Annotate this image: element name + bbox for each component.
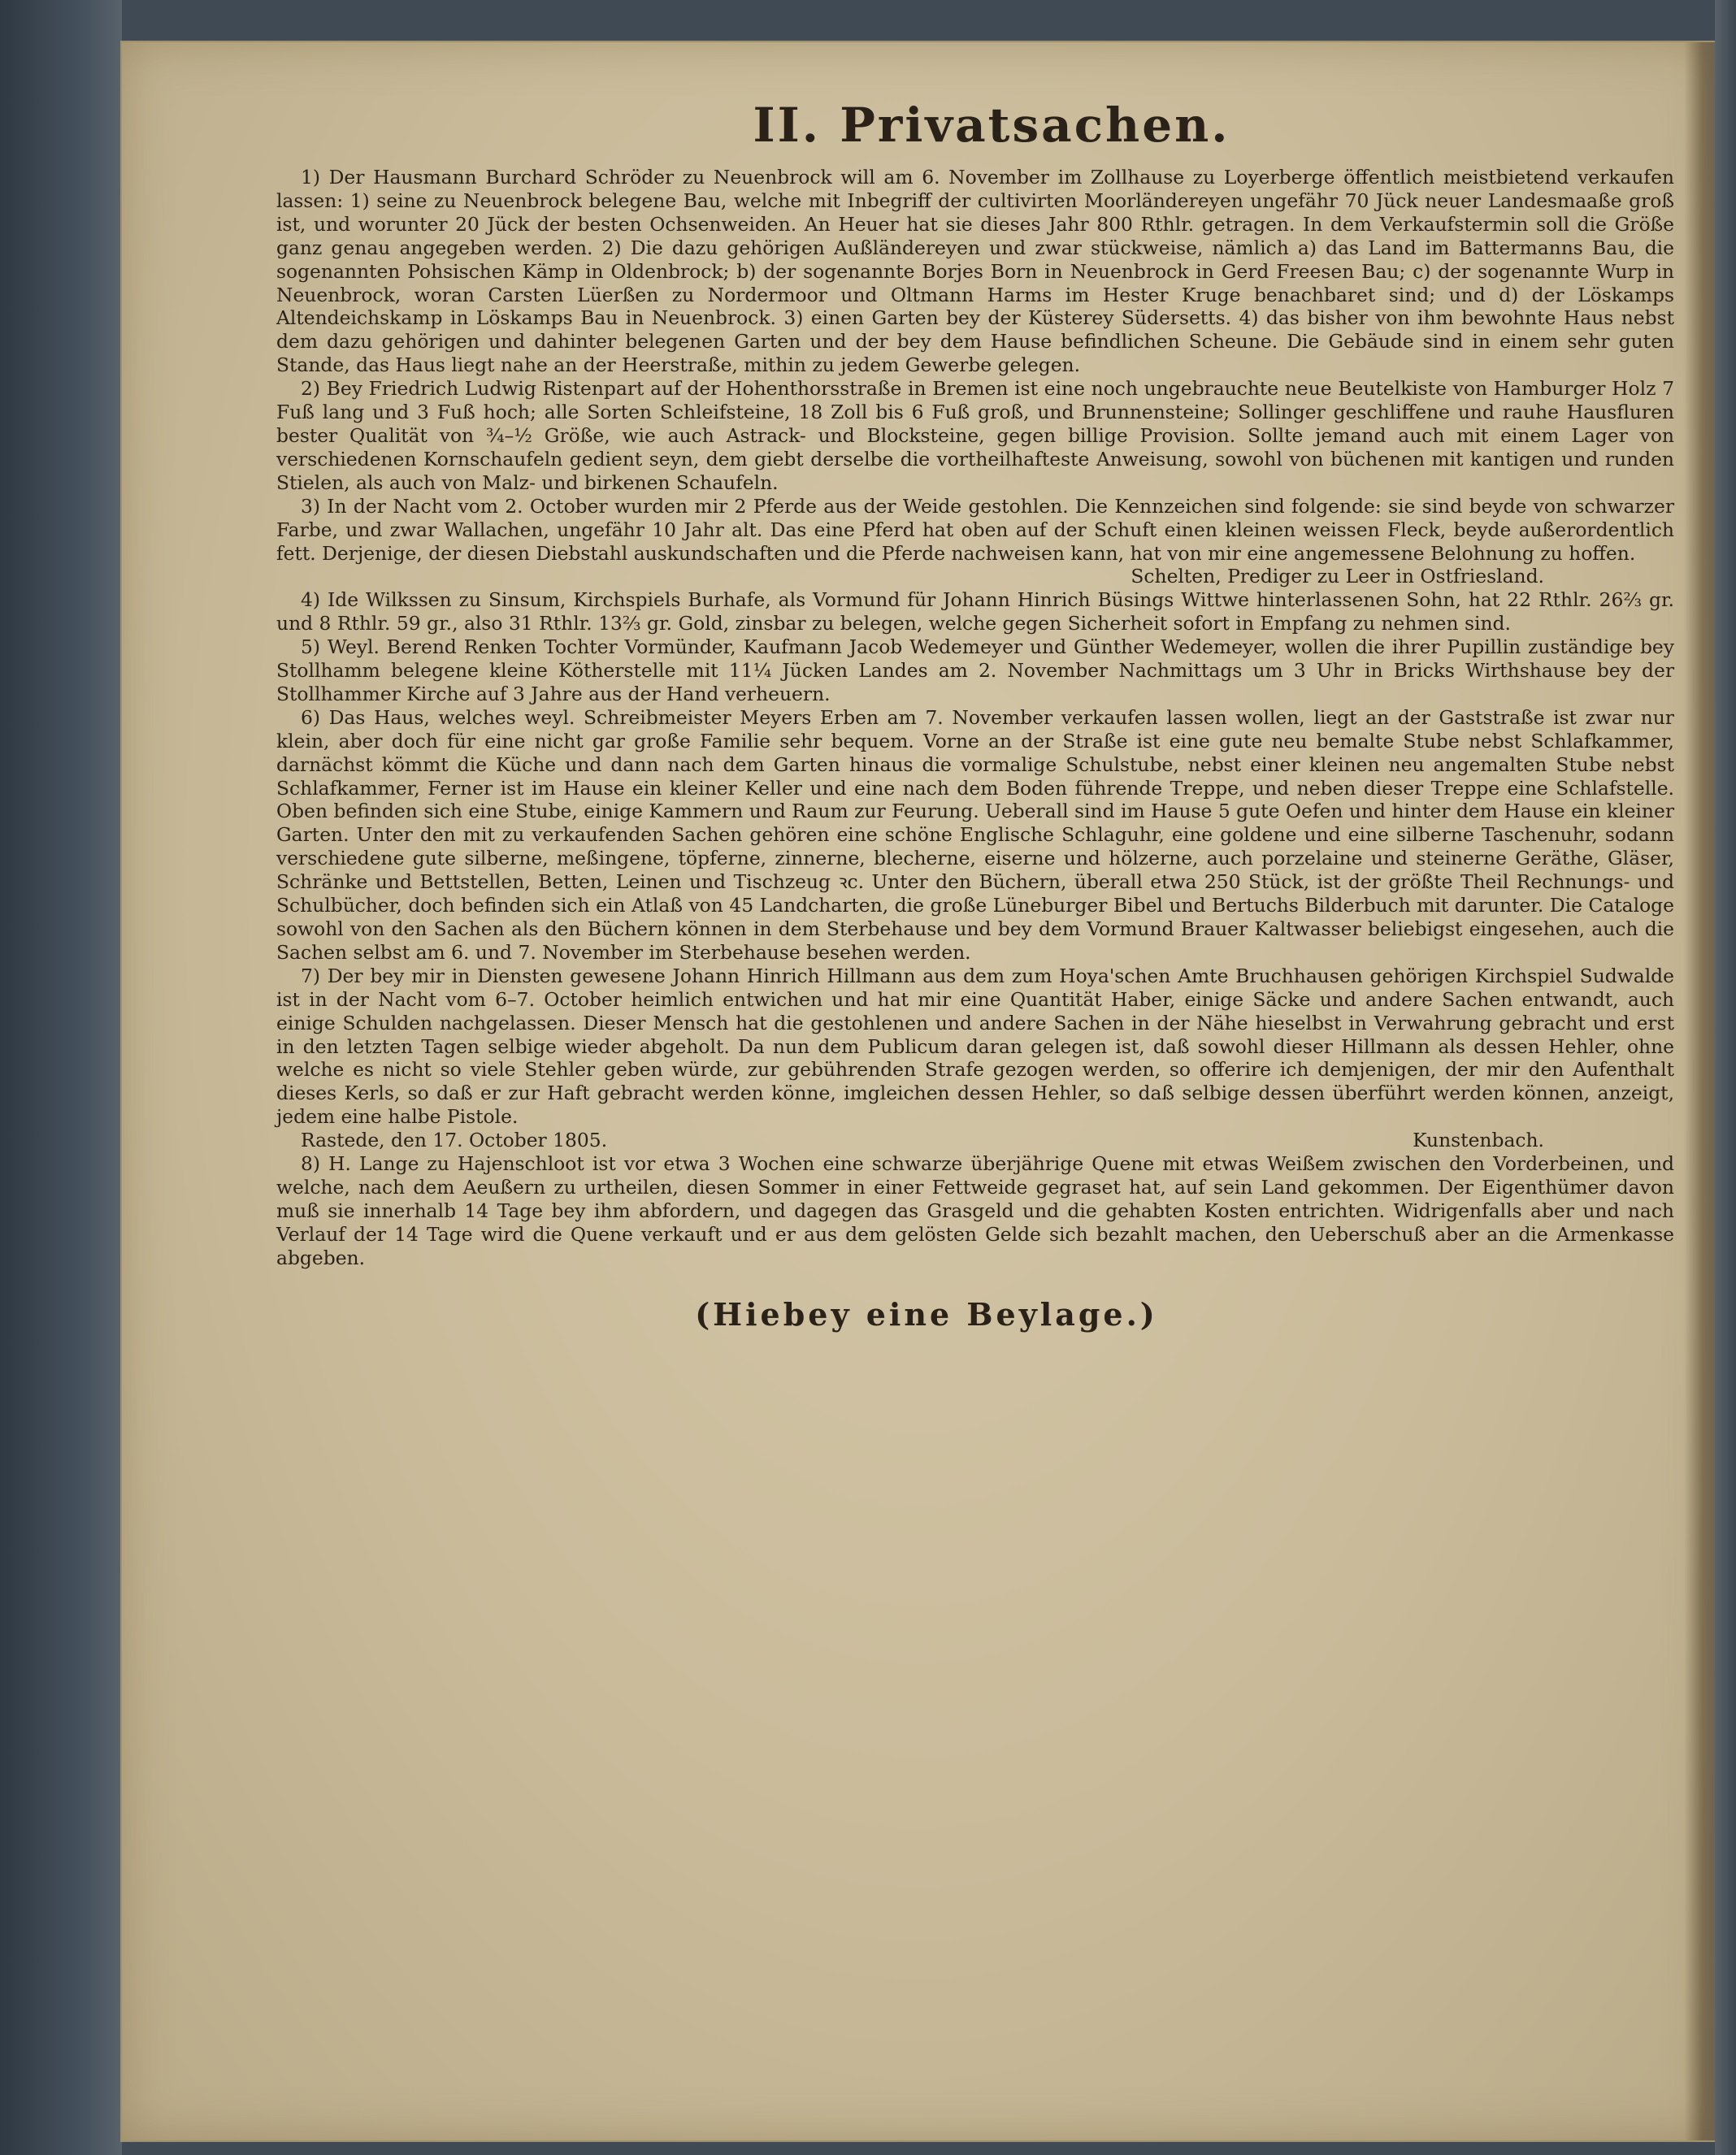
notice-2: 2) Bey Friedrich Ludwig Ristenpart auf der Hohenthorsstraße in Bremen ist eine noch ungebrauchte neue Beutelkiste von Hamburger Holz 7 Fuß lang und 3 Fuß hoch; alle Sorten Schleifsteine, 18 Zoll bis 6 Fuß groß, und Brunnensteine; Sollinger geschliffene und rauhe Hausfluren bester Qualität von ¾–½ Größe, wie auch Astrack- und Blocksteine, gegen billige Provision. Sollte jemand auch mit einem Lager von verschiedenen Kornschaufeln gedient seyn, dem giebt derselbe die vortheilhafteste Anweisung, sowohl von büchenen mit kantigen und runden Stielen, als auch von Malz- und birkenen Schaufeln. xyxy=(276,377,1674,494)
scanner-background-right xyxy=(1715,0,1736,2155)
notice-7: 7) Der bey mir in Diensten gewesene Johann Hinrich Hillmann aus dem zum Hoya'schen Amte Bruchhausen gehörigen Kirchspiel Sudwalde ist in der Nacht vom 6–7. October heimlich entwichen und hat mir eine Quantität Haber, einige Säcke und andere Sachen entwandt, auch einige Schulden nachgelassen. Dieser Mensch hat die gestohlenen und andere Sachen in der Nähe hieselbst in Verwahrung gebracht und erst in den letzten Tagen selbige wieder abgeholt. Da nun dem Publicum daran gelegen ist, daß sowohl dieser Hillmann als dessen Hehler, ohne welche es nicht so viele Stehler geben würde, zur gebührenden Strafe gezogen werden, so offerire ich demjenigen, der mir den Aufenthalt dieses Kerls, so daß er zur Haft gebracht werden könne, imgleichen dessen Hehler, so daß selbige dessen überführt werden können, anzeigt, jedem eine halbe Pistole. xyxy=(276,964,1674,1129)
notice-7-signer: Kunstenbach. xyxy=(1413,1129,1544,1152)
notice-3: 3) In der Nacht vom 2. October wurden mir 2 Pferde aus der Weide gestohlen. Die Kennzeichen sind folgende: sie sind beyde von schwarzer Farbe, und zwar Wallachen, ungefähr 10 Jahr alt. Das eine Pferd hat oben auf der Schuft einen kleinen weissen Fleck, beyde außerordentlich fett. Derjenige, der diesen Diebstahl auskundschaften und die Pferde nachweisen kann, hat von mir eine angemessene Belohnung zu hoffen. xyxy=(276,494,1674,565)
notice-7-signature xyxy=(276,1129,1674,1152)
page-gutter-shadow xyxy=(1684,42,1715,2140)
page-text xyxy=(276,98,1674,1333)
notice-1: 1) Der Hausmann Burchard Schröder zu Neuenbrock will am 6. November im Zollhause zu Loyerberge öffentlich meistbietend verkaufen lassen: 1) seine zu Neuenbrock belegene Bau, welche mit Inbegriff der cultivirten Moorländereyen ungefähr 70 Jück neuer Landesmaaße groß ist, und worunter 20 Jück der besten Ochsenweiden. An Heuer hat sie dieses Jahr 800 Rthlr. getragen. In dem Verkaufstermin soll die Größe ganz genau angegeben werden. 2) Die dazu gehörigen Außländereyen und zwar stückweise, nämlich a) das Land im Battermanns Bau, die sogenannten Pohsischen Kämp in Oldenbrock; b) der sogenannte Borjes Born in Neuenbrock in Gerd Freesen Bau; c) der sogenannte Wurp in Neuenbrock, woran Carsten Lüerßen zu Nordermoor und Oltmann Harms im Hester Kruge benachbaret sind; und d) der Löskamps Altendeichskamp in Löskamps Bau in Neuenbrock. 3) einen Garten bey der Küsterey Südersetts. 4) das bisher von ihm bewohnte Haus nebst dem dazu gehörigen und dahinter belegenen Garten und der bey dem Hause befindlichen Scheune. Die Gebäude sind in einem sehr guten Stande, das Haus liegt nahe an der Heerstraße, mithin zu jedem Gewerbe gelegen. xyxy=(276,166,1674,377)
notice-3-signature: Schelten, Prediger zu Leer in Ostfriesland. xyxy=(1131,565,1544,588)
notice-8: 8) H. Lange zu Hajenschloot ist vor etwa 3 Wochen eine schwarze überjährige Quene mit etwas Weißem zwischen den Vorderbeinen, und welche, nach dem Aeußern zu urtheilen, diesen Sommer in einer Fettweide gegraset hat, auf sein Land gekommen. Der Eigenthümer davon muß sie innerhalb 14 Tage bey ihm abfordern, und dagegen das Grasgeld und die gehabten Kosten entrichten. Widrigenfalls aber und nach Verlauf der 14 Tage wird die Quene verkauft und er aus dem gelösten Gelde sich bezahlt machen, den Ueberschuß aber an die Armenkasse abgeben. xyxy=(276,1152,1674,1269)
scanner-background-left xyxy=(0,0,122,2155)
notice-5: 5) Weyl. Berend Renken Tochter Vormünder, Kaufmann Jacob Wedemeyer und Günther Wedemeyer, wollen die ihrer Pupillin zuständige bey Stollhamm belegene kleine Kötherstelle mit 11¼ Jücken Landes am 2. November Nachmittags um 3 Uhr in Bricks Wirthshause bey der Stollhammer Kirche auf 3 Jahre aus der Hand verheuern. xyxy=(276,635,1674,705)
section-heading: II. Privatsachen. xyxy=(753,98,1230,153)
notice-6: 6) Das Haus, welches weyl. Schreibmeister Meyers Erben am 7. November verkaufen lassen wollen, liegt an der Gaststraße ist zwar nur klein, aber doch für eine nicht gar große Familie sehr bequem. Vorne an der Straße ist eine gute neu bemalte Stube nebst Schlafkammer, darnächst kömmt die Küche und dann nach dem Garten hinaus die vormalige Schulstube, nebst einer kleinen neu angemalten Stube nebst Schlafkammer, Ferner ist im Hause ein kleiner Keller und eine nach dem Boden führende Treppe, und neben dieser Treppe eine Schlafstelle. Oben befinden sich eine Stube, einige Kammern und Raum zur Feurung. Ueberall sind im Hause 5 gute Oefen und hinter dem Hause ein kleiner Garten. Unter den mit zu verkaufenden Sachen gehören eine schöne Englische Schlaguhr, eine goldene und eine silberne Taschenuhr, sodann verschiedene gute silberne, meßingene, töpferne, zinnerne, blecherne, eiserne und hölzerne, auch porzelaine und steinerne Geräthe, Gläser, Schränke und Bettstellen, Betten, Leinen und Tischzeug ꝛc. Unter den Büchern, überall etwa 250 Stück, ist der größte Theil Rechnungs- und Schulbücher, doch befinden sich ein Atlaß von 45 Landcharten, die große Lüneburger Bibel und Bertuchs Bilderbuch mit darunter. Die Cataloge sowohl von den Sachen als den Büchern können in dem Sterbehause und bey dem Vormund Brauer Kaltwasser beliebigst eingesehen, auch die Sachen selbst am 6. und 7. November im Sterbehause besehen werden. xyxy=(276,705,1674,964)
notice-7-place-date: Rastede, den 17. October 1805. xyxy=(301,1129,608,1152)
notice-4: 4) Ide Wilkssen zu Sinsum, Kirchspiels Burhafe, als Vormund für Johann Hinrich Büsings Wittwe hinterlassenen Sohn, hat 22 Rthlr. 26⅔ gr. und 8 Rthlr. 59 gr., also 31 Rthlr. 13⅔ gr. Gold, zinsbar zu belegen, welche gegen Sicherheit sofort in Empfang zu nehmen sind. xyxy=(276,588,1674,635)
closing-note: (Hiebey eine Beylage.) xyxy=(695,1295,1158,1333)
